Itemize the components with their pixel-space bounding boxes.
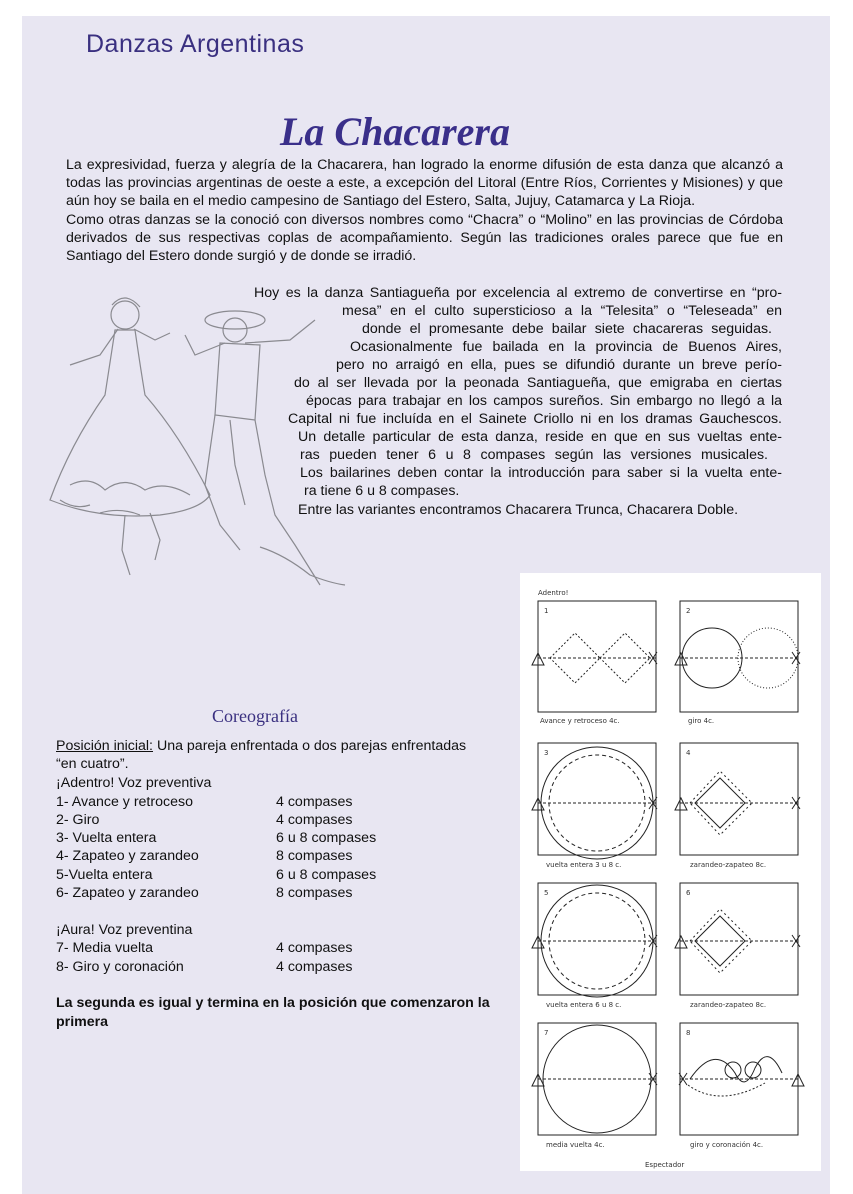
text-line: donde el promesante debe bailar siete chacareras seguidas. xyxy=(362,321,772,337)
step-measure: 8 compases xyxy=(276,848,353,864)
initial-position-text: Una pareja enfrentada o dos parejas enfrentadas xyxy=(153,738,467,754)
diagram-cell-6 xyxy=(675,883,800,995)
cell-caption: giro 4c. xyxy=(688,717,715,725)
step-name: 5-Vuelta entera xyxy=(56,867,153,883)
text-line: mesa” en el culto supersticioso a la “Telesita” o “Teleseada” en xyxy=(342,303,782,319)
cell-number: 2 xyxy=(686,607,691,615)
cell-number: 1 xyxy=(544,607,549,615)
cell-caption: media vuelta 4c. xyxy=(546,1141,605,1149)
text-line: Los bailarines deben contar la introducción para saber si la vuelta ente- xyxy=(300,465,782,481)
diagram-cell-3 xyxy=(532,743,657,859)
step-measure: 6 u 8 compases xyxy=(276,830,377,846)
step-name: 7- Media vuelta xyxy=(56,940,153,956)
step-measure: 4 compases xyxy=(276,812,353,828)
cell-caption: Avance y retroceso 4c. xyxy=(540,717,620,725)
step-measure: 4 compases xyxy=(276,959,353,975)
step-measure: 4 compases xyxy=(276,794,353,810)
text-line: Ocasionalmente fue bailada en la provincia de Buenos Aires, xyxy=(350,339,782,355)
cell-caption: zarandeo-zapateo 8c. xyxy=(690,861,767,869)
initial-position-text2: “en cuatro”. xyxy=(56,756,129,772)
text-line: do al ser llevada por la peonada Santiagueña, que emigraba en ciertas xyxy=(294,375,782,391)
cell-number: 6 xyxy=(686,889,691,897)
final-note: La segunda es igual y termina en la posición que comenzaron la primera xyxy=(56,995,490,1030)
text-line: épocas para trabajar en los campos sureños. Sin embargo no llegó a la xyxy=(306,393,782,409)
text-line: Capital ni fue incluída en el Sainete Criollo ni en los dramas Gauchescos. xyxy=(288,411,782,427)
diagram-cell-2 xyxy=(675,601,800,712)
adentro-call: ¡Adentro! Voz preventiva xyxy=(56,775,212,791)
section-header: Danzas Argentinas xyxy=(86,30,305,58)
diagram-cell-4 xyxy=(675,743,800,855)
diagram-bottom-label: Espectador xyxy=(645,1161,685,1169)
text-line: pero no arraigó en ella, pues se difundió durante un breve perío- xyxy=(336,357,782,373)
cell-number: 5 xyxy=(544,889,549,897)
step-name: 3- Vuelta entera xyxy=(56,830,157,846)
cell-number: 8 xyxy=(686,1029,691,1037)
cell-number: 4 xyxy=(686,749,691,757)
step-name: 6- Zapateo y zarandeo xyxy=(56,885,199,901)
diagram-top-label: Adentro! xyxy=(538,589,569,597)
cell-caption: zarandeo-zapateo 8c. xyxy=(690,1001,767,1009)
cell-caption: vuelta entera 3 u 8 c. xyxy=(546,861,622,869)
diagram-svg xyxy=(520,573,821,1171)
text-line: Un detalle particular de esta danza, reside en que en sus vueltas ente- xyxy=(298,429,782,445)
diagram-cell-8 xyxy=(679,1023,804,1135)
choreography-diagram xyxy=(520,573,821,1171)
cell-number: 7 xyxy=(544,1029,549,1037)
intro-paragraph: La expresividad, fuerza y alegría de la Chacarera, han logrado la enorme difusión de esta danza que alcanzó a todas las provincias argentinas de oeste a este, a excepción del Litoral (Entre Ríos, Corrientes y Misiones) y que aún hoy se baila en el medio campesino de Santiago del Estero, Salta, Jujuy, Catamarca y La Rioja. Como otras danzas se la conoció con diversos nombres como “Chacra” o “Molino” en las provincias de Córdoba derivados de sus respectivas coplas de acompañamiento. Según las tradiciones orales parece que fue en Santiago del Estero donde surgió y de donde se irradió. xyxy=(66,157,783,265)
step-name: 1- Avance y retroceso xyxy=(56,794,193,810)
text-line: Hoy es la danza Santiagueña por excelencia al extremo de convertirse en “pro- xyxy=(254,285,782,301)
cell-caption: vuelta entera 6 u 8 c. xyxy=(546,1001,622,1009)
page-title: La Chacarera xyxy=(280,109,510,154)
cell-number: 3 xyxy=(544,749,549,757)
text-line: Entre las variantes encontramos Chacarera Trunca, Chacarera Doble. xyxy=(298,502,739,518)
text-line: ra tiene 6 u 8 compases. xyxy=(304,483,460,499)
coreografia-title: Coreografía xyxy=(212,706,298,726)
aura-call: ¡Aura! Voz preventina xyxy=(56,922,193,938)
initial-position xyxy=(56,738,466,754)
step-measure: 4 compases xyxy=(276,940,353,956)
diagram-cell-5 xyxy=(532,883,657,997)
diagram-cell-7 xyxy=(532,1023,657,1135)
step-name: 8- Giro y coronación xyxy=(56,959,184,975)
cell-caption: giro y coronación 4c. xyxy=(690,1141,764,1149)
step-name: 2- Giro xyxy=(56,812,100,828)
step-measure: 8 compases xyxy=(276,885,353,901)
step-measure: 6 u 8 compases xyxy=(276,867,377,883)
diagram-cell-1 xyxy=(532,601,657,712)
step-name: 4- Zapateo y zarandeo xyxy=(56,848,199,864)
initial-position-label: Posición inicial: xyxy=(56,738,153,754)
text-line: ras pueden tener 6 u 8 compases según las versiones musicales. xyxy=(300,447,768,463)
